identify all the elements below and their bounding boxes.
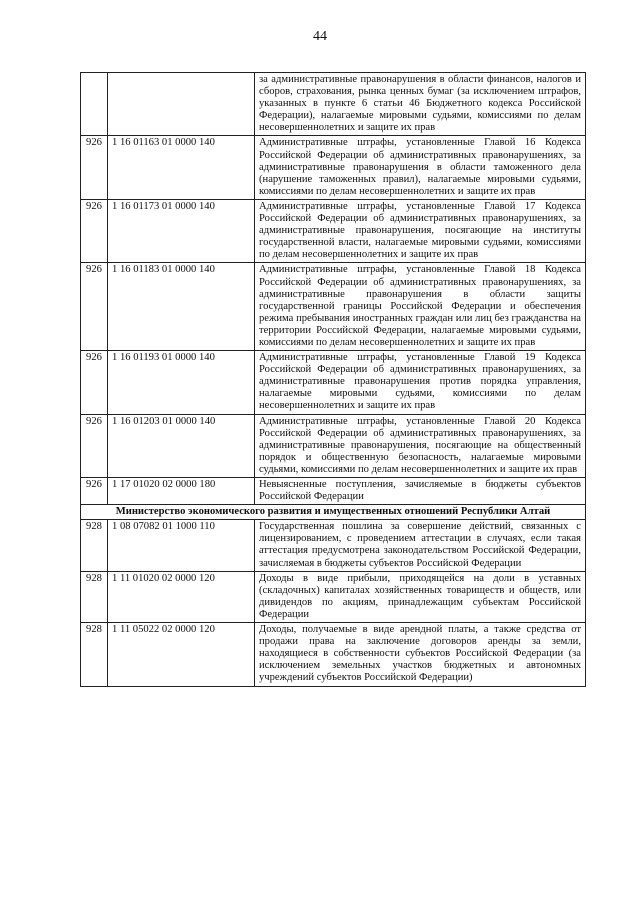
budget-code-cell: 1 17 01020 02 0000 180 xyxy=(108,478,255,505)
budget-code-cell: 1 16 01193 01 0000 140 xyxy=(108,351,255,414)
description-cell: Доходы в виде прибыли, приходящейся на доли в уставных (складочных) капиталах хозяйственных товариществ и обществ, или дивидендов по акциям, принадлежащим субъектам Российской Федерации xyxy=(255,571,586,622)
budget-code-cell: 1 16 01203 01 0000 140 xyxy=(108,414,255,477)
table-row xyxy=(81,263,586,351)
budget-code-cell: 1 16 01183 01 0000 140 xyxy=(108,263,255,351)
admin-code-cell: 926 xyxy=(81,351,108,414)
description-cell: Доходы, получаемые в виде арендной платы, а также средства от продажи права на заключение договоров аренды за земли, находящиеся в собственности субъектов Российской Федерации (за исключением земельных участков бюджетных и автономных учреждений субъектов Российской Федерации) xyxy=(255,623,586,686)
table-row xyxy=(81,520,586,571)
admin-code-cell: 928 xyxy=(81,520,108,571)
admin-code-cell: 926 xyxy=(81,199,108,262)
table-row xyxy=(81,571,586,622)
description-cell: Невыясненные поступления, зачисляемые в бюджеты субъектов Российской Федерации xyxy=(255,478,586,505)
page-number: 44 xyxy=(313,29,327,44)
budget-code-cell xyxy=(108,73,255,136)
budget-code-cell: 1 08 07082 01 1000 110 xyxy=(108,520,255,571)
budget-code-cell: 1 11 05022 02 0000 120 xyxy=(108,623,255,686)
table-row xyxy=(81,351,586,414)
table-row xyxy=(81,136,586,199)
budget-code-cell: 1 16 01173 01 0000 140 xyxy=(108,199,255,262)
revenue-codes-table xyxy=(80,72,586,687)
ministry-heading-row xyxy=(81,505,586,520)
admin-code-cell xyxy=(81,73,108,136)
description-cell: Административные штрафы, установленные Главой 18 Кодекса Российской Федерации об административных правонарушениях, за административные правонарушения в области защиты государственной границы Российской Федерации и обеспечения режима пребывания иностранных граждан или лиц без гражданства на территории Российской Федерации, налагаемые мировыми судьями, комиссиями по делам несовершеннолетних и защите их прав xyxy=(255,263,586,351)
budget-code-cell: 1 16 01163 01 0000 140 xyxy=(108,136,255,199)
description-cell: Административные штрафы, установленные Главой 20 Кодекса Российской Федерации об административных правонарушениях, за административные правонарушения, посягающие на общественный порядок и общественную безопасность, налагаемые мировыми судьями, комиссиями по делам несовершеннолетних и защите их прав xyxy=(255,414,586,477)
admin-code-cell: 928 xyxy=(81,623,108,686)
description-cell: Административные штрафы, установленные Главой 19 Кодекса Российской Федерации об административных правонарушениях, за административные правонарушения против порядка управления, налагаемые мировыми судьями, комиссиями по делам несовершеннолетних и защите их прав xyxy=(255,351,586,414)
admin-code-cell: 926 xyxy=(81,414,108,477)
admin-code-cell: 926 xyxy=(81,136,108,199)
description-cell: Административные штрафы, установленные Главой 16 Кодекса Российской Федерации об административных правонарушениях, за административные правонарушения в области таможенного дела (нарушение таможенных правил), налагаемые мировыми судьями, комиссиями по делам несовершеннолетних и защите их прав xyxy=(255,136,586,199)
admin-code-cell: 926 xyxy=(81,478,108,505)
table-row xyxy=(81,73,586,136)
table-row xyxy=(81,623,586,686)
ministry-heading: Министерство экономического развития и имущественных отношений Республики Алтай xyxy=(81,505,586,520)
table-row xyxy=(81,414,586,477)
description-cell: Административные штрафы, установленные Главой 17 Кодекса Российской Федерации об административных правонарушениях, за административные правонарушения, посягающие на институты государственной власти, налагаемые мировыми судьями, комиссиями по делам несовершеннолетних и защите их прав xyxy=(255,199,586,262)
budget-code-cell: 1 11 01020 02 0000 120 xyxy=(108,571,255,622)
description-cell: Государственная пошлина за совершение действий, связанных с лицензированием, с проведением аттестации в случаях, если такая аттестация предусмотрена законодательством Российской Федерации, зачисляемая в бюджеты субъектов Российской Федерации xyxy=(255,520,586,571)
table-row xyxy=(81,478,586,505)
table-body xyxy=(81,73,586,687)
admin-code-cell: 928 xyxy=(81,571,108,622)
table-row xyxy=(81,199,586,262)
admin-code-cell: 926 xyxy=(81,263,108,351)
description-cell: за административные правонарушения в области финансов, налогов и сборов, страхования, рынка ценных бумаг (за исключением штрафов, указанных в пункте 6 статьи 46 Бюджетного кодекса Российской Федерации), налагаемые мировыми судьями, комиссиями по делам несовершеннолетних и защите их прав xyxy=(255,73,586,136)
